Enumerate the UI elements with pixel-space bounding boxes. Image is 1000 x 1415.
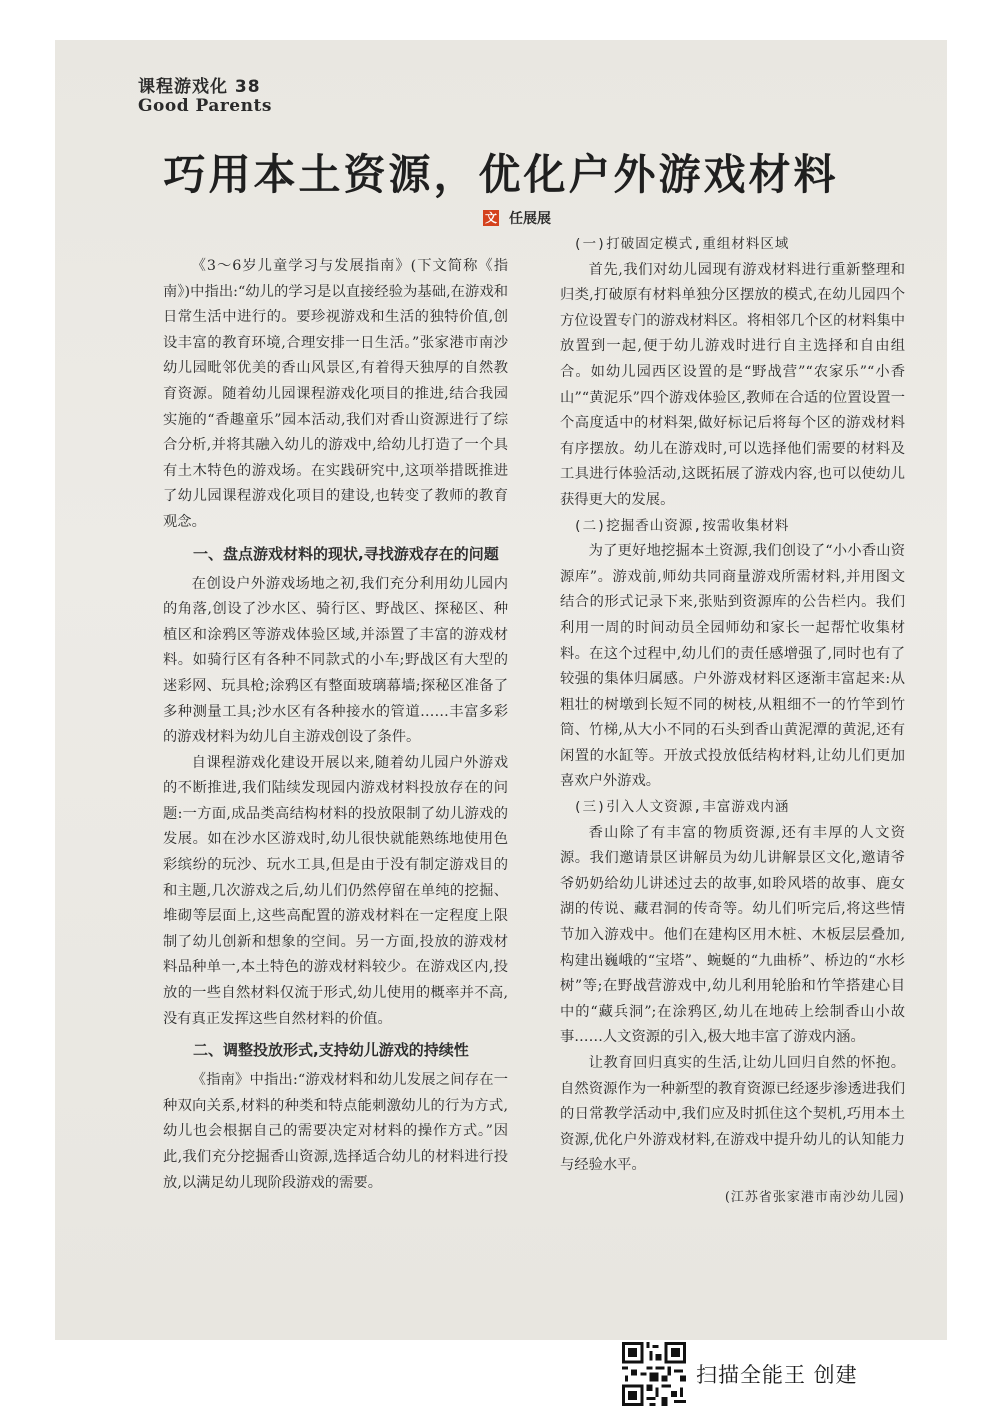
running-header — [138, 78, 272, 115]
section-label: 课程游戏化 38 — [138, 77, 261, 97]
paragraph: 为了更好地挖掘本土资源,我们创设了“小小香山资源库”。游戏前,师幼共同商量游戏所需材料,并用图文结合的形式记录下来,张贴到资源库的公告栏内。我们利用一周的时间动员全园师幼和家长一起帮忙收集材料。在这个过程中,幼儿们的责任感增强了,同时也有了较强的集体归属感。户外游戏材料区逐渐丰富起来:从粗壮的树墩到长短不同的树枝,从粗细不一的竹竿到竹筒、竹梯,从大小不同的石头到香山黄泥潭的黄泥,还有闲置的水缸等。开放式投放低结构材料,让幼儿们更加喜欢户外游戏。 — [560, 543, 905, 790]
paragraph: 自课程游戏化建设开展以来,随着幼儿园户外游戏的不断推进,我们陆续发现园内游戏材料投放存在的问题:一方面,成品类高结构材料的投放限制了幼儿游戏的发展。如在沙水区游戏时,幼儿很快就能熟练地使用色彩缤纷的玩沙、玩水工具,但是由于没有制定游戏目的和主题,几次游戏之后,幼儿们仍然停留在单纯的挖掘、堆砌等层面上,这些高配置的游戏材料在一定程度上限制了幼儿创新和想象的空间。另一方面,投放的游戏材料品种单一,本土特色的游戏材料较少。在游戏区内,投放的一些自然材料仅流于形式,幼儿使用的概率并不高,没有真正发挥这些自然材料的价值。 — [163, 754, 508, 1027]
scanner-text: 扫描全能王 创建 — [696, 1363, 858, 1387]
right-column — [560, 232, 905, 1211]
magazine-name: Good Parents — [138, 95, 272, 116]
section-heading: 一、盘点游戏材料的现状,寻找游戏存在的问题 — [193, 544, 499, 563]
author-line — [483, 208, 551, 228]
article-title: 巧用本土资源，优化户外游戏材料 — [163, 150, 839, 199]
author-affiliation: (江苏省张家港市南沙幼儿园) — [724, 1189, 905, 1205]
paragraph: 香山除了有丰富的物质资源,还有丰厚的人文资源。我们邀请景区讲解员为幼儿讲解景区文化,邀请爷爷奶奶给幼儿讲述过去的故事,如聆风塔的故事、鹿女湖的传说、藏君洞的传奇等。幼儿们听完后,将这些情节加入游戏中。他们在建构区用木桩、木板层层叠加,构建出巍峨的“宝塔”、蜿蜒的“九曲桥”、桥边的“水杉树”等;在野战营游戏中,幼儿利用轮胎和竹竿搭建心目中的“藏兵洞”;在涂鸦区,幼儿在地砖上绘制香山小故事……人文资源的引入,极大地丰富了游戏内涵。 — [560, 824, 905, 1046]
paragraph: 让教育回归真实的生活,让幼儿回归自然的怀抱。自然资源作为一种新型的教育资源已经逐步渗透进我们的日常教学活动中,我们应及时抓住这个契机,巧用本土资源,优化户外游戏材料,在游戏中提升幼儿的认知能力与经验水平。 — [560, 1055, 905, 1174]
wen-label-icon: 文 — [484, 211, 497, 225]
scanner-watermark — [622, 1340, 858, 1408]
left-column — [163, 254, 508, 1196]
section-heading: 二、调整投放形式,支持幼儿游戏的持续性 — [193, 1041, 469, 1060]
author-name: 任展展 — [509, 211, 551, 227]
subsection-heading: (二)挖掘香山资源,按需收集材料 — [573, 517, 790, 534]
scanned-page — [55, 40, 947, 1340]
subsection-heading: (三)引入人文资源,丰富游戏内涵 — [573, 799, 790, 816]
paragraph: 在创设户外游戏场地之初,我们充分利用幼儿园内的角落,创设了沙水区、骑行区、野战区、探秘区、种植区和涂鸦区等游戏体验区域,并添置了丰富的游戏材料。如骑行区有各种不同款式的小车;野战区有大型的迷彩网、玩具枪;涂鸦区有整面玻璃幕墙;探秘区准备了多种测量工具;沙水区有各种接水的管道……丰富多彩的游戏材料为幼儿自主游戏创设了条件。 — [163, 575, 508, 746]
qr-code-icon — [622, 1342, 686, 1406]
paragraph: 《指南》中指出:“游戏材料和幼儿发展之间存在一种双向关系,材料的种类和特点能刺激幼儿的行为方式,幼儿也会根据自己的需要决定对材料的操作方式。”因此,我们充分挖掘香山资源,选择适合幼儿的材料进行投放,以满足幼儿现阶段游戏的需要。 — [163, 1072, 508, 1191]
paragraph: 首先,我们对幼儿园现有游戏材料进行重新整理和归类,打破原有材料单独分区摆放的模式,在幼儿园四个方位设置专门的游戏材料区。将相邻几个区的材料集中放置到一起,便于幼儿游戏时进行自主选择和自由组合。如幼儿园西区设置的是“野战营”“农家乐”“小香山”“黄泥乐”四个游戏体验区,教师在合适的位置设置一个高度适中的材料架,做好标记后将每个区的游戏材料有序摆放。幼儿在游戏时,可以选择他们需要的材料及工具进行体验活动,这既拓展了游戏内容,也可以使幼儿获得更大的发展。 — [560, 261, 905, 508]
paragraph: 《3～6岁儿童学习与发展指南》(下文简称《指南》)中指出:“幼儿的学习是以直接经验为基础,在游戏和日常生活中进行的。要珍视游戏和生活的独特价值,创设丰富的教育环境,合理安排一日生活。”张家港市南沙幼儿园毗邻优美的香山风景区,有着得天独厚的自然教育资源。随着幼儿园课程游戏化项目的推进,结合我园实施的“香趣童乐”园本活动,我们对香山资源进行了综合分析,并将其融入幼儿的游戏中,给幼儿打造了一个具有土木特色的游戏场。在实践研究中,这项举措既推进了幼儿园课程游戏化项目的建设,也转变了教师的教育观念。 — [163, 258, 508, 530]
subsection-heading: (一)打破固定模式,重组材料区域 — [573, 236, 790, 252]
